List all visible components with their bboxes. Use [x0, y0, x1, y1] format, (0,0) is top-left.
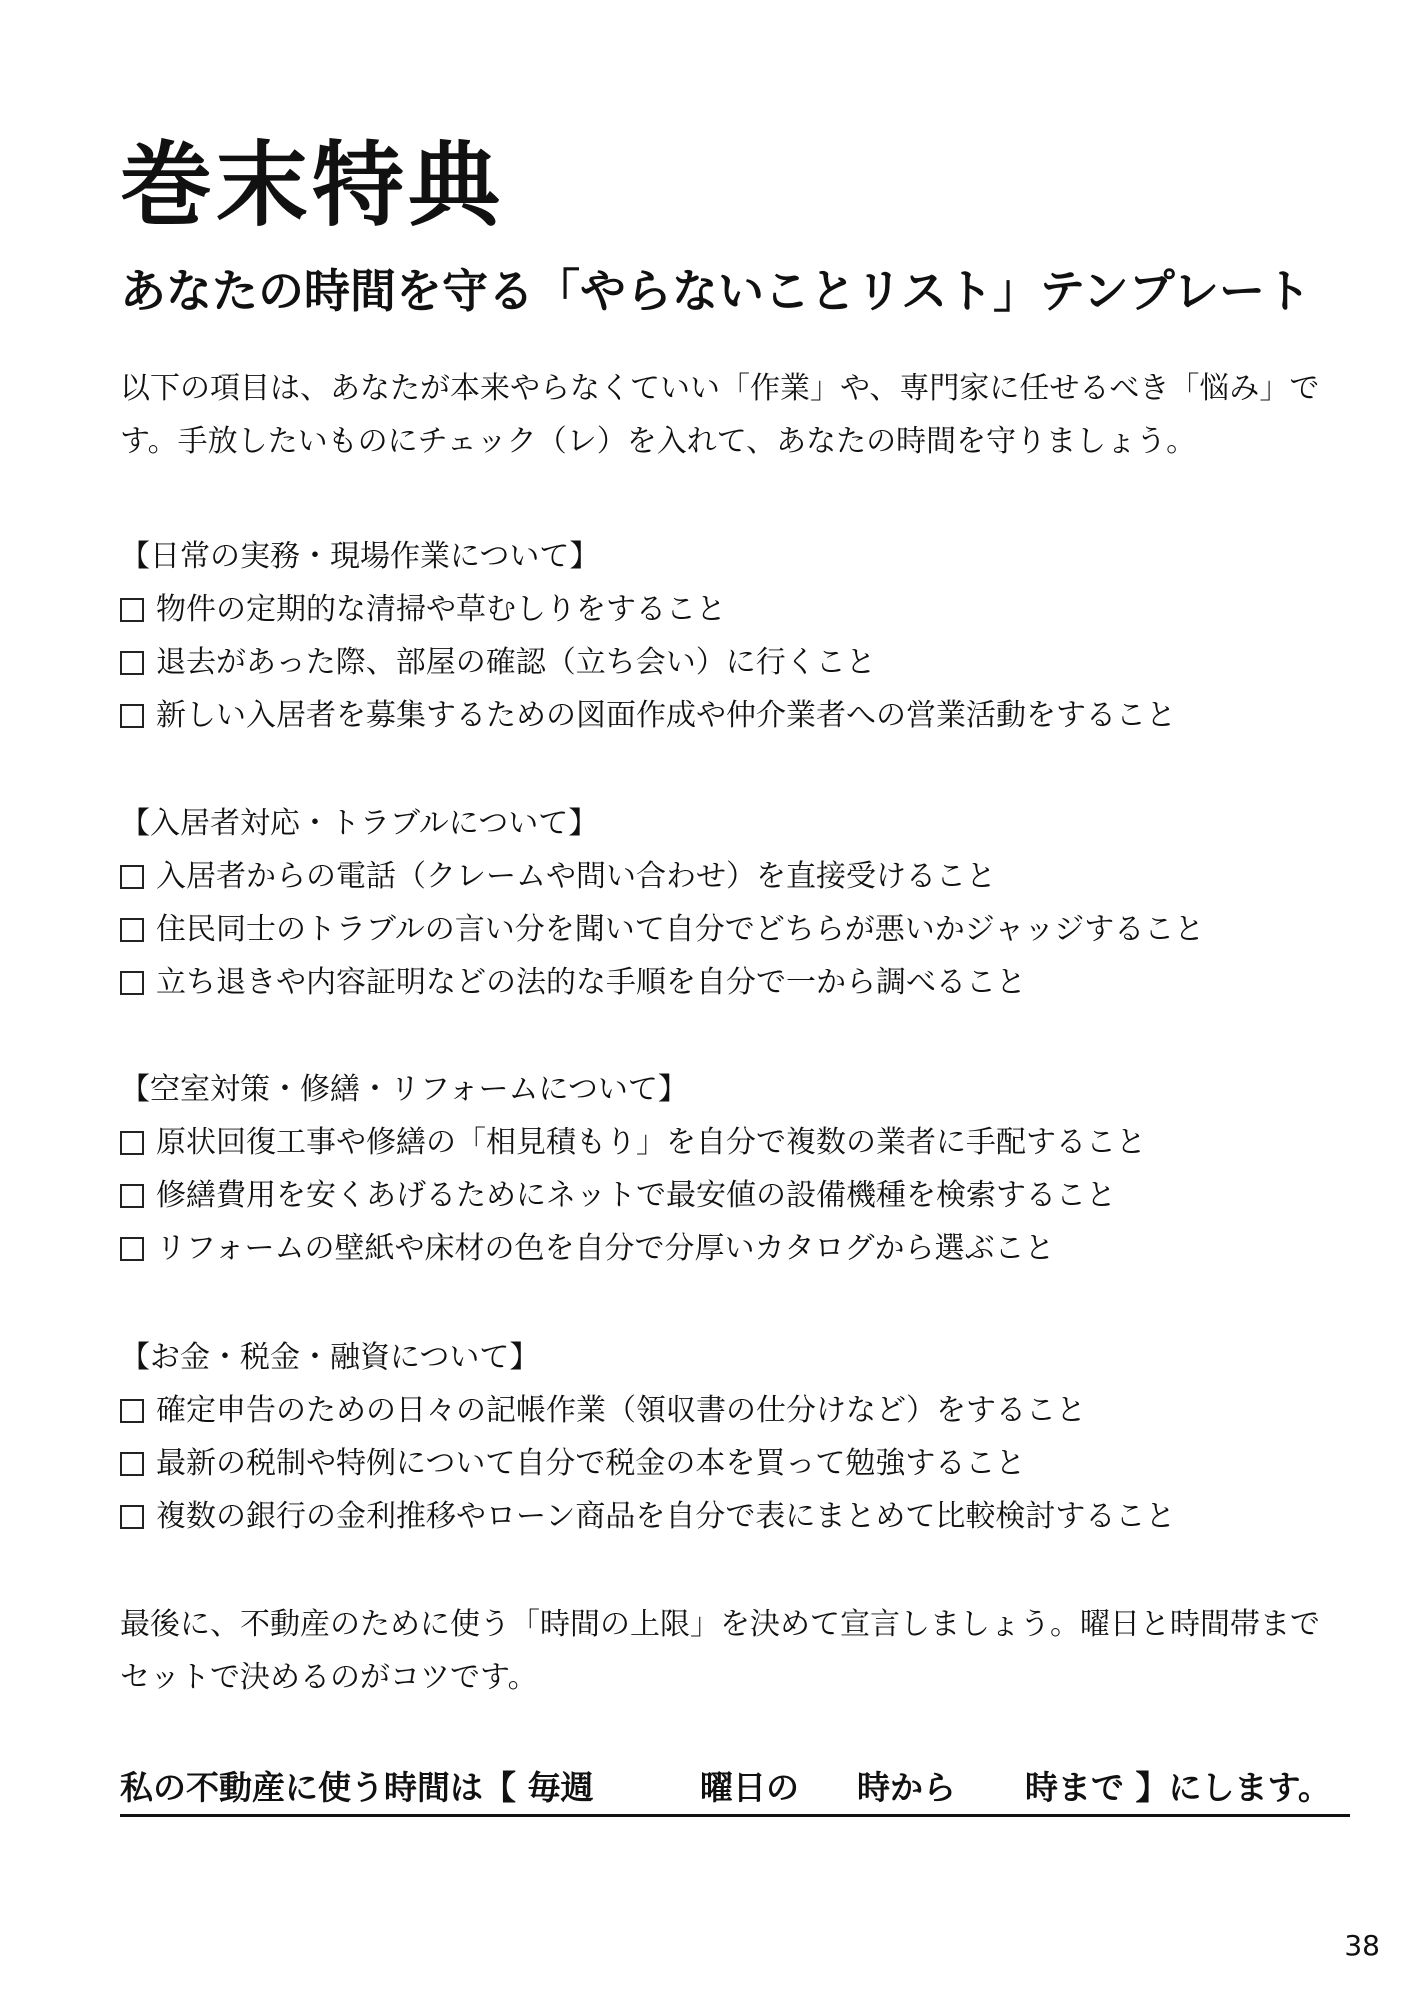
checkbox[interactable]	[120, 1131, 144, 1155]
page-number: 38	[1344, 1929, 1380, 1962]
checklist-item	[120, 1437, 1360, 1490]
checklist-item	[120, 1384, 1360, 1437]
declaration-text: 時から	[857, 1768, 956, 1807]
closing-line: 最後に、不動産のために使う「時間の上限」を決めて宣言しましょう。曜日と時間帯まで	[120, 1607, 1320, 1642]
checklist-item-label: 原状回復工事や修繕の「相見積もり」を自分で複数の業者に手配すること	[156, 1125, 1146, 1160]
checklist-item-label: 住民同士のトラブルの言い分を聞いて自分でどちらが悪いかジャッジすること	[156, 912, 1205, 947]
checkbox[interactable]	[120, 651, 144, 675]
checklist	[120, 850, 1360, 1009]
intro-line: 以下の項目は、あなたが本来やらなくていい「作業」や、専門家に任せるべき「悩み」で	[120, 371, 1320, 406]
checklist-item	[120, 636, 1360, 689]
checklist	[120, 1384, 1360, 1543]
checklist	[120, 1116, 1360, 1275]
time-limit-declaration	[120, 1762, 1350, 1817]
checklist-item	[120, 1222, 1360, 1275]
checkbox[interactable]	[120, 1237, 144, 1261]
section-heading: 【日常の実務・現場作業について】	[120, 539, 600, 574]
checklist-item	[120, 1490, 1360, 1543]
declaration-text: 私の不動産に使う時間は【 毎週	[120, 1768, 594, 1807]
checklist-item-label: 退去があった際、部屋の確認（立ち会い）に行くこと	[156, 645, 876, 680]
checklist-item-label: 修繕費用を安くあげるためにネットで最安値の設備機種を検索すること	[156, 1178, 1116, 1213]
checklist-item	[120, 1169, 1360, 1222]
checklist-item-label: リフォームの壁紙や床材の色を自分で分厚いカタログから選ぶこと	[156, 1231, 1055, 1266]
section-money-tax	[120, 1331, 1360, 1543]
checkbox[interactable]	[120, 598, 144, 622]
closing-paragraph	[120, 1598, 1360, 1704]
checklist-item-label: 物件の定期的な清掃や草むしりをすること	[156, 592, 726, 627]
checklist-item	[120, 583, 1360, 636]
intro-paragraph	[120, 362, 1360, 468]
checkbox[interactable]	[120, 865, 144, 889]
section-heading: 【入居者対応・トラブルについて】	[120, 806, 599, 841]
section-heading: 【空室対策・修繕・リフォームについて】	[120, 1072, 688, 1107]
section-tenant-trouble	[120, 797, 1360, 1009]
checkbox[interactable]	[120, 704, 144, 728]
checklist-item-label: 複数の銀行の金利推移やローン商品を自分で表にまとめて比較検討すること	[156, 1499, 1176, 1534]
checklist-item-label: 新しい入居者を募集するための図面作成や仲介業者への営業活動をすること	[156, 698, 1176, 733]
declaration-text: 時まで 】にします。	[1025, 1768, 1331, 1807]
checklist-item-label: 入居者からの電話（クレームや問い合わせ）を直接受けること	[156, 859, 996, 894]
checkbox[interactable]	[120, 1184, 144, 1208]
checkbox[interactable]	[120, 971, 144, 995]
checkbox[interactable]	[120, 1505, 144, 1529]
section-vacancy-repair	[120, 1063, 1360, 1275]
checklist-item	[120, 1116, 1360, 1169]
checklist-item	[120, 903, 1360, 956]
intro-line: す。手放したいものにチェック（レ）を入れて、あなたの時間を守りましょう。	[120, 424, 1197, 459]
checklist-item-label: 立ち退きや内容証明などの法的な手順を自分で一から調べること	[156, 965, 1026, 1000]
checklist-item	[120, 956, 1360, 1009]
page-subtitle: あなたの時間を守る「やらないことリスト」テンプレート	[120, 264, 1311, 318]
section-heading: 【お金・税金・融資について】	[120, 1340, 540, 1375]
checklist-item-label: 最新の税制や特例について自分で税金の本を買って勉強すること	[156, 1446, 1026, 1481]
closing-line: セットで決めるのがコツです。	[120, 1660, 538, 1695]
declaration-text: 曜日の	[700, 1768, 799, 1807]
checklist-item	[120, 850, 1360, 903]
page-title: 巻末特典	[120, 132, 505, 239]
checkbox[interactable]	[120, 1399, 144, 1423]
checkbox[interactable]	[120, 1452, 144, 1476]
section-daily-work	[120, 530, 1360, 742]
checkbox[interactable]	[120, 918, 144, 942]
checklist	[120, 583, 1360, 742]
checklist-item	[120, 689, 1360, 742]
checklist-item-label: 確定申告のための日々の記帳作業（領収書の仕分けなど）をすること	[156, 1393, 1086, 1428]
